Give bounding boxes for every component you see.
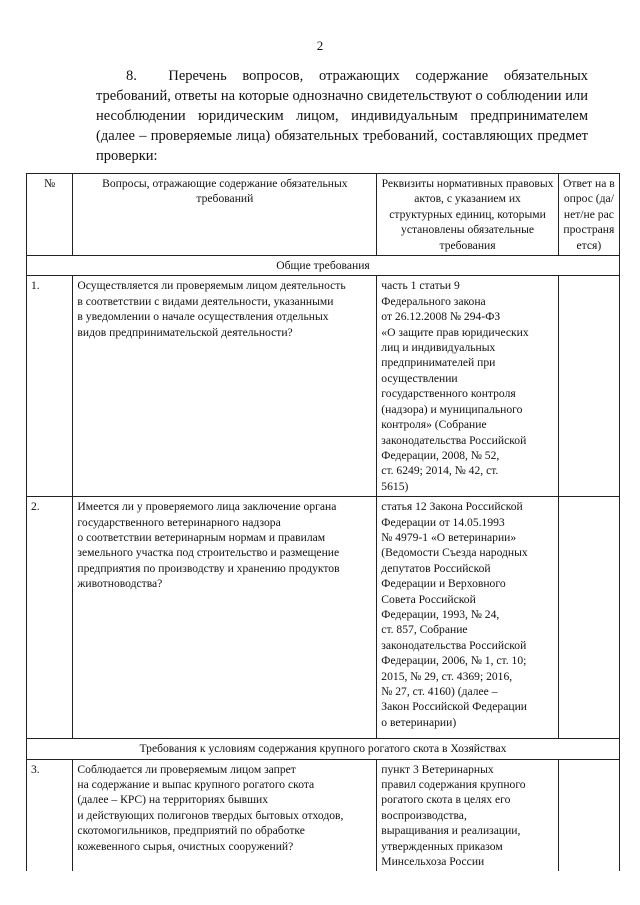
- row-answer: [558, 276, 619, 497]
- header-no: №: [27, 174, 73, 256]
- row-answer: [558, 497, 619, 739]
- row-no: 3.: [27, 759, 73, 871]
- row-reference: статья 12 Закона Российской Федерации от 14.05.1993 № 4979-1 «О ветеринарии» (Ведомости Съезда народных депутатов Российской Федерации и Верховного Совета Российской Федерации, 1993, № 24, ст. 857, Собрание законодательства Российской Федерации, 2006, № 1, ст. 10; 2015, № 29, ст. 4369; 2016, № 27, ст. 4160) (далее – Закон Российской Федерации о ветеринарии): [377, 497, 558, 739]
- header-reference: Реквизиты нормативных правовых актов, с указанием их структурных единиц, которыми установлены обязательные требования: [377, 174, 558, 256]
- row-reference: пункт 3 Ветеринарных правил содержания крупного рогатого скота в целях его воспроизводства, выращивания и реализации, утвержденных приказом Минсельхоза России: [377, 759, 558, 871]
- section-title: Требования к условиям содержания крупного рогатого скота в Хозяйствах: [27, 739, 620, 759]
- row-question: Соблюдается ли проверяемым лицом запрет на содержание и выпас крупного рогатого скота (далее – КРС) на территориях бывших и действующих полигонов твердых бытовых отходов, скотомогильников, предприятий по обработке кожевенного сырья, очистных сооружений?: [73, 759, 377, 871]
- header-answer: Ответ на вопрос (да/нет/не распространяется): [558, 174, 619, 256]
- intro-number: 8.: [126, 68, 137, 84]
- intro-paragraph: [96, 66, 588, 166]
- section-row-cattle: [27, 739, 620, 759]
- intro-text: Перечень вопросов, отражающих содержание обязательных требований, ответы на которые однозначно свидетельствуют о соблюдении или несоблюдении юридическим лицом, индивидуальным предпринимателем (далее – проверяемые лица) обязательных требований, составляющих предмет проверки:: [96, 68, 588, 164]
- row-answer: [558, 759, 619, 871]
- row-reference: часть 1 статьи 9 Федерального закона от 26.12.2008 № 294-ФЗ «О защите прав юридических лиц и индивидуальных предпринимателей при осуществлении государственного контроля (надзора) и муниципального контроля» (Собрание законодательства Российской Федерации, 2008, № 52, ст. 6249; 2014, № 42, ст. 5615): [377, 276, 558, 497]
- row-no: 2.: [27, 497, 73, 739]
- page-number: 2: [316, 38, 324, 53]
- header-question: Вопросы, отражающие содержание обязательных требований: [73, 174, 377, 256]
- row-no: 1.: [27, 276, 73, 497]
- table-row: [27, 759, 620, 871]
- row-question: Имеется ли у проверяемого лица заключение органа государственного ветеринарного надзора о соответствии ветеринарным нормам и правилам земельного участка под строительство и размещение предприятия по производству и хранению продуктов животноводства?: [73, 497, 377, 739]
- row-question: Осуществляется ли проверяемым лицом деятельность в соответствии с видами деятельности, указанными в уведомлении о начале осуществления отдельных видов предпринимательской деятельности?: [73, 276, 377, 497]
- table-header-row: [27, 174, 620, 256]
- table-row: [27, 276, 620, 497]
- requirements-table: [26, 173, 620, 871]
- section-title: Общие требования: [27, 256, 620, 276]
- table-row: [27, 497, 620, 739]
- section-row-general: [27, 256, 620, 276]
